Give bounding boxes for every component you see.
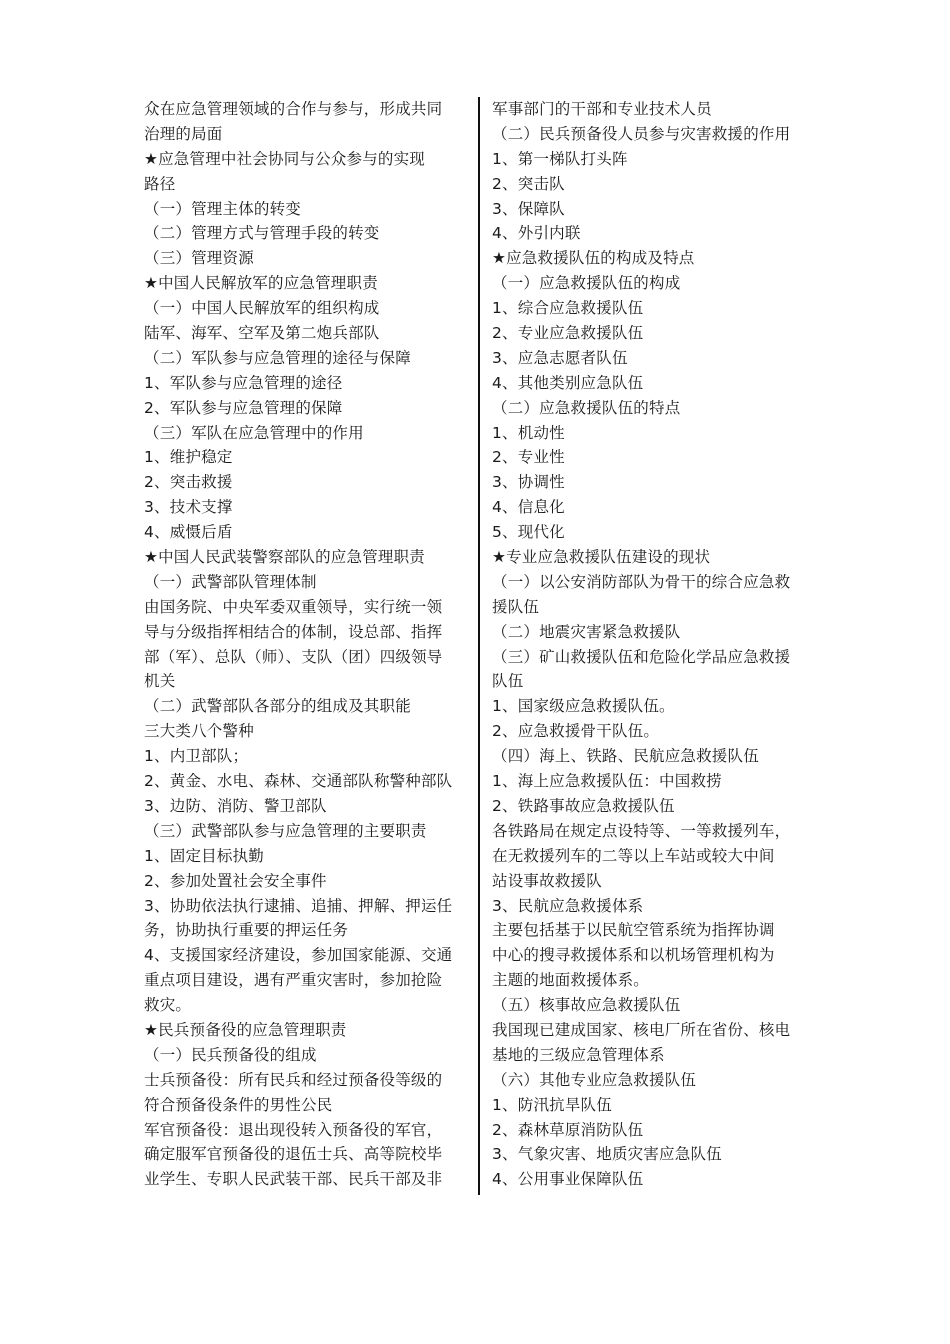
text-line: 援队伍 <box>492 597 540 616</box>
section-heading: ★应急救援队伍的构成及特点 <box>492 249 695 268</box>
text-line: 2、森林草原消防队伍 <box>492 1120 644 1139</box>
text-line: （三）武警部队参与应急管理的主要职责 <box>144 821 427 840</box>
text-line: 4、外引内联 <box>492 224 581 243</box>
text-line: 基地的三级应急管理体系 <box>492 1045 665 1064</box>
text-line: 1、军队参与应急管理的途径 <box>144 373 343 392</box>
text-line: 主要包括基于以民航空管系统为指挥协调 <box>492 921 775 940</box>
text-line: 2、军队参与应急管理的保障 <box>144 398 343 417</box>
text-line: 机关 <box>144 672 176 691</box>
text-line: （二）地震灾害紧急救援队 <box>492 622 681 641</box>
text-line: 军事部门的干部和专业技术人员 <box>492 100 712 118</box>
text-line: 1、海上应急救援队伍：中国救捞 <box>492 772 722 791</box>
text-line: （一）中国人民解放军的组织构成 <box>144 299 380 318</box>
text-line: 1、内卫部队； <box>144 747 249 766</box>
text-line: 治理的局面 <box>144 124 223 143</box>
text-line: 路径 <box>144 174 176 193</box>
text-line: 符合预备役条件的男性公民 <box>144 1095 333 1114</box>
text-line: 2、黄金、水电、森林、交通部队称警种部队 <box>144 772 453 791</box>
section-heading: ★中国人民解放军的应急管理职责 <box>144 274 378 293</box>
text-line: 业学生、专职人民武装干部、民兵干部及非 <box>144 1170 443 1189</box>
text-line: 3、协助依法执行逮捕、追捕、押解、押运任 <box>144 896 453 915</box>
text-line: 三大类八个警种 <box>144 722 254 741</box>
text-line: 2、专业性 <box>492 448 565 467</box>
text-line: 站设事故救援队 <box>492 871 602 890</box>
text-line: 导与分级指挥相结合的体制，设总部、指挥 <box>144 622 443 641</box>
column-divider <box>478 97 480 1195</box>
text-line: 军官预备役：退出现役转入预备役的军官， <box>144 1120 443 1139</box>
text-line: 重点项目建设，遇有严重灾害时，参加抢险 <box>144 971 443 990</box>
text-line: （四）海上、铁路、民航应急救援队伍 <box>492 747 759 766</box>
right-text-column <box>492 97 818 1192</box>
text-line: 1、固定目标执勤 <box>144 846 264 865</box>
section-heading: ★应急管理中社会协同与公众参与的实现 <box>144 149 425 168</box>
text-line: 在无救援列车的二等以上车站或较大中间 <box>492 846 775 865</box>
text-line: （一）武警部队管理体制 <box>144 572 317 591</box>
text-line: （三）矿山救援队伍和危险化学品应急救援 <box>492 647 791 666</box>
text-line: 2、应急救援骨干队伍。 <box>492 722 660 741</box>
text-line: 2、铁路事故应急救援队伍 <box>492 796 675 815</box>
text-line: 3、气象灾害、地质灾害应急队伍 <box>492 1145 722 1164</box>
text-line: （一）管理主体的转变 <box>144 199 302 218</box>
text-line: 1、机动性 <box>492 423 565 442</box>
text-line: 4、信息化 <box>492 498 565 517</box>
text-line: 5、现代化 <box>492 523 565 542</box>
text-line: 由国务院、中央军委双重领导，实行统一领 <box>144 597 443 616</box>
text-line: （二）管理方式与管理手段的转变 <box>144 224 380 243</box>
text-line: 3、技术支撑 <box>144 498 233 517</box>
text-line: 2、突击救援 <box>144 473 233 492</box>
text-line: 1、综合应急救援队伍 <box>492 299 644 318</box>
text-line: 4、威慑后盾 <box>144 523 233 542</box>
text-line: 3、协调性 <box>492 473 565 492</box>
section-heading: ★专业应急救援队伍建设的现状 <box>492 548 711 567</box>
text-line: 1、防汛抗旱队伍 <box>492 1095 612 1114</box>
section-heading: ★民兵预备役的应急管理职责 <box>144 1020 347 1039</box>
text-line: 3、应急志愿者队伍 <box>492 348 628 367</box>
text-line: 1、国家级应急救援队伍。 <box>492 697 675 716</box>
text-line: （二）军队参与应急管理的途径与保障 <box>144 348 411 367</box>
text-line: （六）其他专业应急救援队伍 <box>492 1070 697 1089</box>
section-heading: ★中国人民武装警察部队的应急管理职责 <box>144 548 425 567</box>
text-line: 陆军、海军、空军及第二炮兵部队 <box>144 324 380 343</box>
text-line: 各铁路局在规定点设特等、一等救援列车， <box>492 821 791 840</box>
text-line: 确定服军官预备役的退伍士兵、高等院校毕 <box>144 1145 443 1164</box>
text-line: 众在应急管理领域的合作与参与，形成共同 <box>144 100 443 118</box>
text-line: 3、边防、消防、警卫部队 <box>144 796 327 815</box>
text-line: 2、参加处置社会安全事件 <box>144 871 327 890</box>
text-line: 士兵预备役：所有民兵和经过预备役等级的 <box>144 1070 443 1089</box>
text-line: （二）武警部队各部分的组成及其职能 <box>144 697 411 716</box>
text-line: 3、保障队 <box>492 199 565 218</box>
left-text-column <box>144 97 470 1192</box>
text-line: （二）民兵预备役人员参与灾害救援的作用 <box>492 124 791 143</box>
text-line: （一）民兵预备役的组成 <box>144 1045 317 1064</box>
text-line: 3、民航应急救援体系 <box>492 896 644 915</box>
text-line: 1、第一梯队打头阵 <box>492 149 628 168</box>
text-line: （一）以公安消防部队为骨干的综合应急救 <box>492 572 791 591</box>
text-line: 4、其他类别应急队伍 <box>492 373 644 392</box>
text-line: 部（军）、总队（师）、支队（团）四级领导 <box>144 647 443 666</box>
text-line: 4、支援国家经济建设，参加国家能源、交通 <box>144 946 453 965</box>
text-line: 主题的地面救援体系。 <box>492 971 650 990</box>
text-line: （三）管理资源 <box>144 249 254 268</box>
text-line: 中心的搜寻救援体系和以机场管理机构为 <box>492 946 775 965</box>
text-line: 救灾。 <box>144 996 192 1015</box>
text-line: （二）应急救援队伍的特点 <box>492 398 681 417</box>
text-line: （五）核事故应急救援队伍 <box>492 996 681 1015</box>
text-line: 我国现已建成国家、核电厂所在省份、核电 <box>492 1020 791 1039</box>
text-line: 2、突击队 <box>492 174 565 193</box>
text-line: （一）应急救援队伍的构成 <box>492 274 681 293</box>
text-line: 1、维护稳定 <box>144 448 233 467</box>
text-line: 务，协助执行重要的押运任务 <box>144 921 349 940</box>
text-line: 4、公用事业保障队伍 <box>492 1170 644 1189</box>
text-line: 2、专业应急救援队伍 <box>492 324 644 343</box>
text-line: 队伍 <box>492 672 524 691</box>
text-line: （三）军队在应急管理中的作用 <box>144 423 364 442</box>
